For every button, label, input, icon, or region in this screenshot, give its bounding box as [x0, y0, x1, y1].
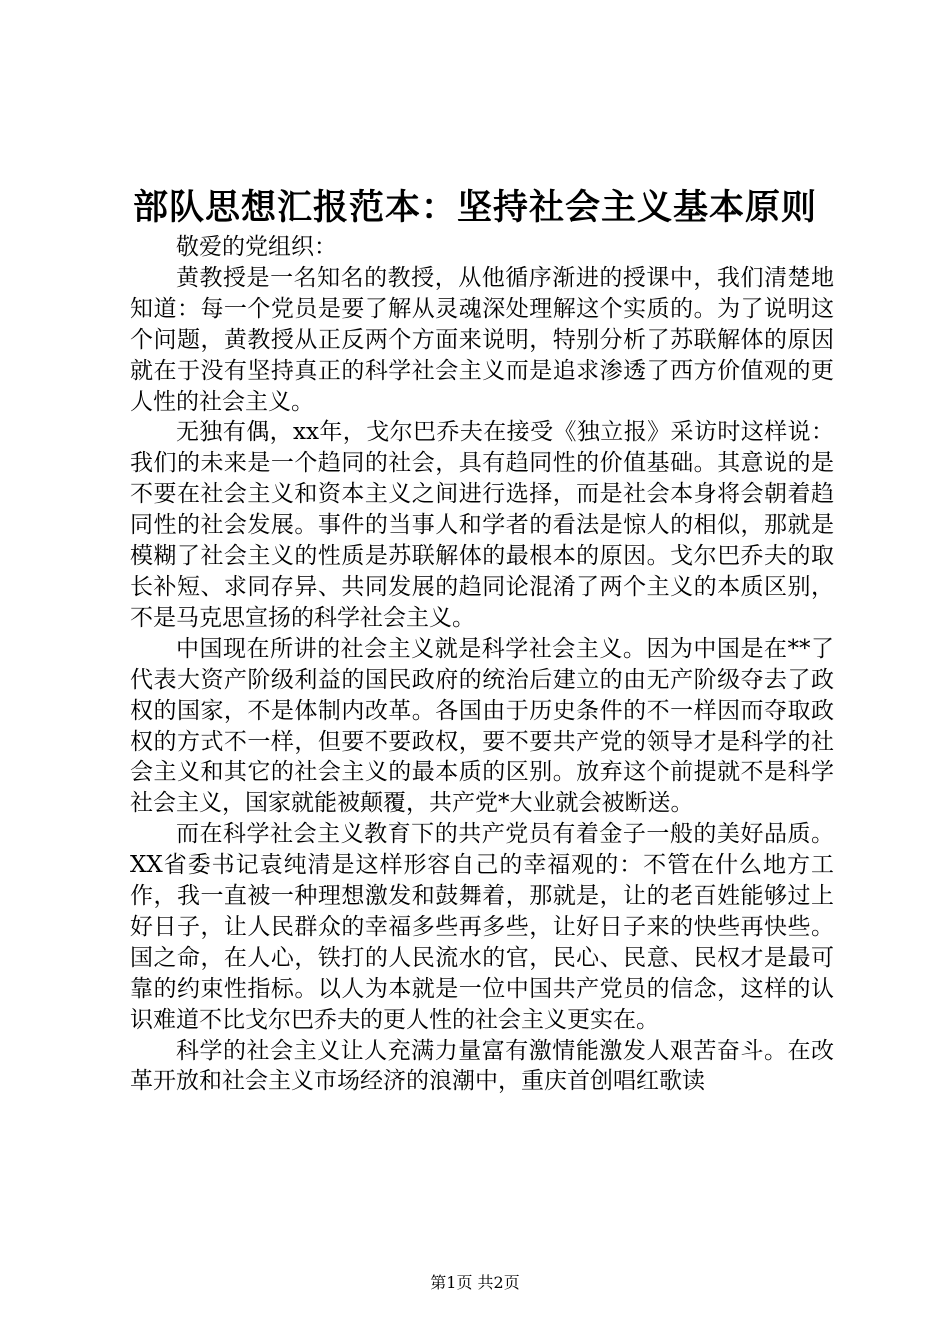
body-paragraph: 黄教授是一名知名的教授，从他循序渐进的授课中，我们清楚地知道：每一个党员是要了解从灵魂深处理解这个实质的。为了说明这个问题，黄教授从正反两个方面来说明，特别分析了苏联解体的原因就在于没有坚持真正的科学社会主义而是追求渗透了西方价值观的更人性的社会主义。: [130, 264, 834, 415]
body-paragraph: 科学的社会主义让人充满力量富有激情能激发人艰苦奋斗。在改革开放和社会主义市场经济的浪潮中，重庆首创唱红歌读: [130, 1037, 834, 1095]
body-paragraph: 中国现在所讲的社会主义就是科学社会主义。因为中国是在**了代表大资产阶级利益的国民政府的统治后建立的由无产阶级夺去了政权的国家，不是体制内改革。各国由于历史条件的不一样因而夺取政权的方式不一样，但要不要政权，要不要共产党的领导才是科学的社会主义和其它的社会主义的最本质的区别。放弃这个前提就不是科学社会主义，国家就能被颠覆，共产党*大业就会被断送。: [130, 635, 834, 817]
salutation: 敬爱的党组织：: [176, 234, 337, 260]
body-paragraph: 而在科学社会主义教育下的共产党员有着金子一般的美好品质。XX省委书记袁纯清是这样形容自己的幸福观的：不管在什么地方工作，我一直被一种理想激发和鼓舞着，那就是，让的老百姓能够过上好日子，让人民群众的幸福多些再多些，让好日子来的快些再快些。国之命，在人心，铁打的人民流水的官，民心、民意、民权才是最可靠的约束性指标。以人为本就是一位中国共产党员的信念，这样的认识难道不比戈尔巴乔夫的更人性的社会主义更实在。: [130, 821, 834, 1033]
document-title: 部队思想汇报范本：坚持社会主义基本原则: [132, 187, 817, 228]
document-body: [130, 232, 834, 1097]
page-number-footer: 第1页 共2页: [430, 1273, 520, 1292]
body-paragraph: 无独有偶，xx年，戈尔巴乔夫在接受《独立报》采访时这样说：我们的未来是一个趋同的社会，具有趋同性的价值基础。其意说的是不要在社会主义和资本主义之间进行选择，而是社会本身将会朝着趋同性的社会发展。事件的当事人和学者的看法是惊人的相似，那就是模糊了社会主义的性质是苏联解体的最根本的原因。戈尔巴乔夫的取长补短、求同存异、共同发展的趋同论混淆了两个主义的本质区别，不是马克思宣扬的科学社会主义。: [130, 419, 834, 631]
